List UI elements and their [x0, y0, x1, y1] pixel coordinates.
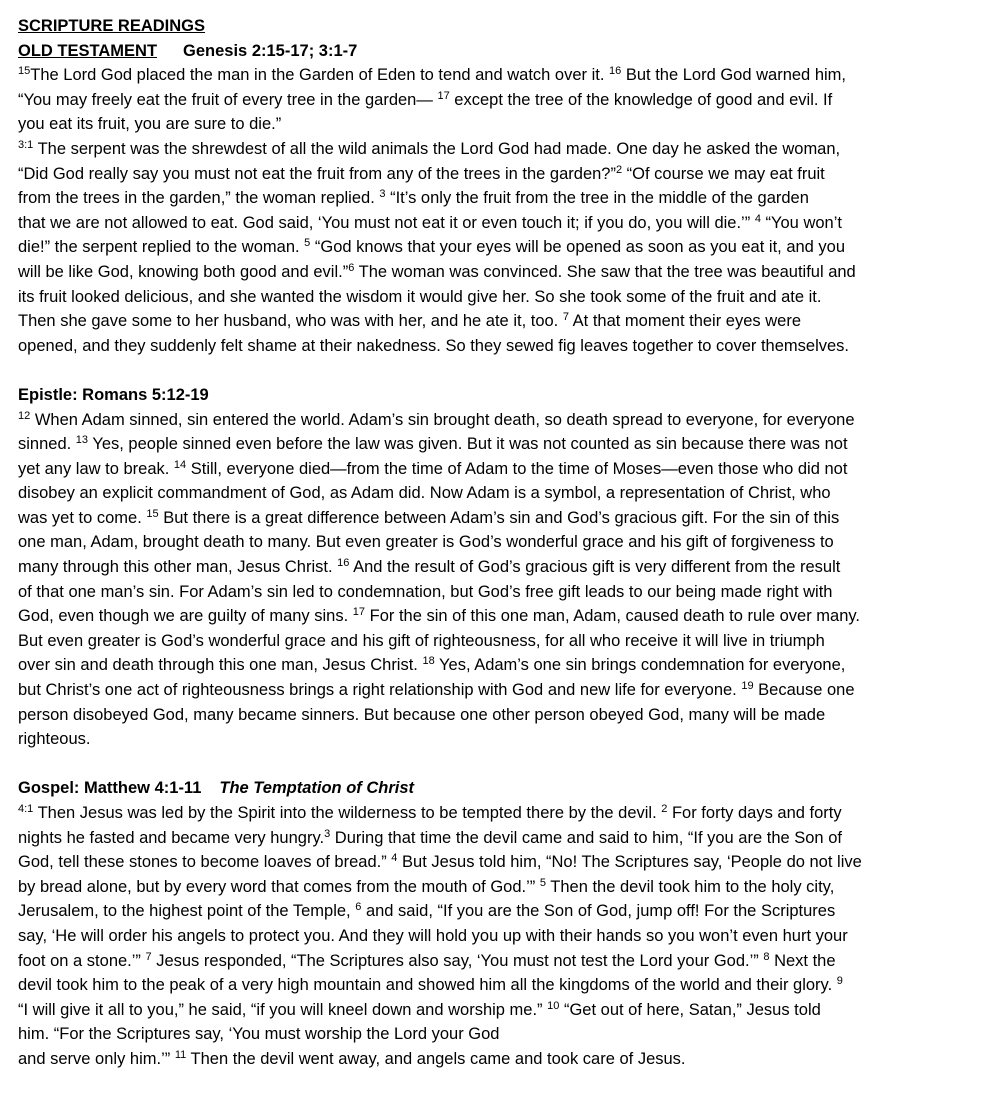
- verse-text: its fruit looked delicious, and she wanted the wisdom it would give her. So she took some of the fruit and ate it.: [18, 287, 822, 306]
- text-line: [18, 678, 966, 703]
- epistle-heading: Epistle: Romans 5:12-19: [18, 385, 209, 404]
- verse-number: 11: [174, 1048, 187, 1061]
- verse-number: 4: [754, 212, 761, 225]
- verse-number: 16: [337, 557, 350, 570]
- verse-text: “God knows that your eyes will be opened as soon as you eat it, and you: [310, 238, 846, 257]
- verse-text: foot on a stone.’”: [18, 951, 146, 970]
- verse-text: from the trees in the garden,” the woman replied.: [18, 189, 380, 208]
- verse-text: him. “For the Scriptures say, ‘You must worship the Lord your God: [18, 1025, 500, 1044]
- verse-text: The woman was convinced. She saw that the tree was beautiful and: [354, 262, 856, 281]
- verse-text: “Of course we may eat fruit: [622, 164, 825, 183]
- verse-text: “Get out of here, Satan,” Jesus told: [559, 1000, 821, 1019]
- text-line: [18, 457, 966, 482]
- verse-text: except the tree of the knowledge of good and evil. If: [449, 90, 833, 109]
- text-line: [18, 1047, 966, 1072]
- verse-number: 17: [437, 89, 450, 102]
- text-line: [18, 432, 966, 457]
- verse-text: Jesus responded, “The Scriptures also say, ‘You must not test the Lord your God.’”: [151, 951, 764, 970]
- verse-text: And the result of God’s gracious gift is very different from the result: [349, 558, 841, 577]
- text-line: [18, 1022, 966, 1047]
- verse-number: 19: [741, 680, 754, 693]
- verse-text: The serpent was the shrewdest of all the wild animals the Lord God had made. One day he asked the woman,: [33, 139, 841, 158]
- text-line: [18, 555, 966, 580]
- verse-text: opened, and they suddenly felt shame at their nakedness. So they sewed fig leaves together to cover themselves.: [18, 336, 850, 355]
- verse-text: Then the devil went away, and angels came and took care of Jesus.: [186, 1049, 686, 1068]
- verse-text: At that moment their eyes were: [568, 312, 801, 331]
- old-testament-heading: [18, 39, 966, 64]
- verse-text: but Christ’s one act of righteousness brings a right relationship with God and new life for everyone.: [18, 681, 742, 700]
- text-line: [18, 801, 966, 826]
- verse-number: 10: [547, 999, 560, 1012]
- verse-text: “Did God really say you must not eat the fruit from any of the trees in the garden?”: [18, 164, 616, 183]
- verse-number: 2: [615, 163, 623, 176]
- verse-number: 3: [324, 827, 331, 840]
- verse-text: For forty days and forty: [667, 804, 842, 822]
- verse-text: was yet to come.: [18, 508, 147, 527]
- text-line: [18, 580, 966, 605]
- text-line: [18, 211, 966, 236]
- verse-text: by bread alone, but by every word that comes from the mouth of God.’”: [18, 877, 540, 896]
- verse-text: say, ‘He will order his angels to protect you. And they will hold you up with their hands so you won’t even hurt your: [18, 926, 848, 945]
- verse-text: But the Lord God warned him,: [621, 66, 846, 85]
- text-line: [18, 924, 966, 949]
- verse-number: 17: [352, 606, 366, 619]
- verse-number: 6: [348, 261, 355, 274]
- verse-text: that we are not allowed to eat. God said, ‘You must not eat it or even touch it; if you do, you will die.’”: [18, 213, 755, 232]
- verse-text: “You won’t: [760, 213, 842, 232]
- verse-number: 4:1: [18, 803, 34, 815]
- verse-text: Then the devil took him to the holy city,: [545, 877, 835, 896]
- verse-number: 3: [379, 188, 386, 201]
- text-line: [18, 334, 966, 359]
- gospel-text: [18, 801, 966, 1072]
- verse-number: 15: [146, 507, 159, 520]
- verse-text: Yes, people sinned even before the law was given. But it was not counted as sin because there was not: [88, 435, 848, 454]
- verse-number: 9: [836, 975, 843, 988]
- verse-text: and said, “If you are the Son of God, jump off! For the Scriptures: [361, 902, 836, 921]
- text-line: [18, 88, 966, 113]
- text-line: [18, 162, 966, 187]
- verse-number: 5: [539, 876, 546, 889]
- verse-text: die!” the serpent replied to the woman.: [18, 238, 305, 257]
- verse-text: Because one: [753, 681, 855, 700]
- text-line: [18, 850, 966, 875]
- gospel-heading: Gospel: Matthew 4:1-11: [18, 779, 202, 798]
- verse-text: one man, Adam, brought death to many. But even greater is God’s wonderful grace and his gift of forgiveness to: [18, 533, 834, 552]
- text-line: [18, 137, 966, 162]
- verse-number: 12: [18, 409, 31, 422]
- verse-text: God, tell these stones to become loaves of bread.”: [18, 853, 392, 872]
- verse-text: When Adam sinned, sin entered the world. Adam’s sin brought death, so death spread to everyone, for everyone: [30, 410, 855, 429]
- document-title: SCRIPTURE READINGS: [18, 17, 206, 35]
- verse-text: But there is a great difference between Adam’s sin and God’s gracious gift. For the sin of this: [158, 508, 840, 527]
- text-line: [18, 899, 966, 924]
- verse-text: The Lord God placed the man in the Garden of Eden to tend and watch over it.: [30, 66, 610, 85]
- text-line: [18, 506, 966, 531]
- text-line: [18, 63, 966, 88]
- verse-number: 8: [763, 950, 770, 963]
- verse-text: But even greater is God’s wonderful grace and his gift of righteousness, for all who receive it will live in triumph: [18, 631, 825, 650]
- verse-text: “It’s only the fruit from the tree in the middle of the garden: [385, 189, 809, 208]
- verse-text: disobey an explicit commandment of God, as Adam did. Now Adam is a symbol, a representation of Christ, who: [18, 484, 831, 503]
- verse-number: 3:1: [18, 138, 34, 151]
- text-line: [18, 481, 966, 506]
- text-line: [18, 260, 966, 285]
- text-line: [18, 653, 966, 678]
- gospel-subtitle: The Temptation of Christ: [219, 779, 415, 798]
- verse-text: Then Jesus was led by the Spirit into the wilderness to be tempted there by the devil.: [33, 804, 662, 822]
- verse-text: many through this other man, Jesus Christ.: [18, 558, 338, 577]
- verse-text: God, even though we are guilty of many sins.: [18, 607, 353, 626]
- verse-number: 14: [173, 458, 187, 471]
- verse-text: of that one man’s sin. For Adam’s sin led to condemnation, but God’s free gift leads to our being made right with: [18, 582, 833, 601]
- verse-text: sinned.: [18, 435, 76, 454]
- text-line: [18, 408, 966, 433]
- verse-number: 5: [304, 237, 311, 250]
- verse-text: But Jesus told him, “No! The Scriptures say, ‘People do not live: [397, 853, 862, 872]
- verse-text: For the sin of this one man, Adam, caused death to rule over many.: [365, 607, 860, 626]
- verse-number: 15: [18, 65, 31, 78]
- verse-number: 16: [609, 65, 622, 78]
- text-line: [18, 826, 966, 851]
- verse-text: During that time the devil came and said to him, “If you are the Son of: [330, 828, 842, 847]
- verse-number: 18: [422, 655, 435, 668]
- verse-number: 7: [562, 311, 569, 324]
- text-line: [18, 285, 966, 310]
- verse-text: Yes, Adam’s one sin brings condemnation for everyone,: [434, 656, 846, 675]
- verse-text: person disobeyed God, many became sinners. But because one other person obeyed God, many will be made: [18, 705, 826, 724]
- text-line: [18, 629, 966, 654]
- verse-number: 6: [355, 901, 362, 914]
- verse-text: yet any law to break.: [18, 459, 174, 478]
- verse-text: over sin and death through this one man, Jesus Christ.: [18, 656, 423, 675]
- verse-number: 4: [391, 852, 398, 865]
- verse-number: 2: [661, 803, 668, 815]
- text-line: [18, 309, 966, 334]
- verse-text: and serve only him.’”: [18, 1049, 175, 1068]
- text-line: [18, 604, 966, 629]
- verse-text: devil took him to the peak of a very high mountain and showed him all the kingdoms of the world and their glory.: [18, 976, 837, 995]
- text-line: [18, 112, 966, 137]
- text-line: [18, 949, 966, 974]
- verse-text: Jerusalem, to the highest point of the Temple,: [18, 902, 356, 921]
- text-line: [18, 186, 966, 211]
- old-testament-text: [18, 63, 966, 358]
- epistle-text: [18, 408, 966, 752]
- old-testament-label: OLD TESTAMENT: [18, 41, 158, 60]
- old-testament-reference: Genesis 2:15-17; 3:1-7: [183, 41, 358, 60]
- text-line: [18, 235, 966, 260]
- text-line: [18, 530, 966, 555]
- text-line: [18, 998, 966, 1023]
- verse-text: Still, everyone died—from the time of Adam to the time of Moses—even those who did not: [186, 459, 848, 478]
- gospel-heading-line: [18, 776, 966, 801]
- verse-text: righteous.: [18, 730, 91, 749]
- verse-text: will be like God, knowing both good and evil.”: [18, 262, 349, 281]
- verse-number: 13: [75, 434, 89, 447]
- verse-text: nights he fasted and became very hungry.: [18, 828, 325, 847]
- text-line: [18, 875, 966, 900]
- verse-text: Then she gave some to her husband, who was with her, and he ate it, too.: [18, 312, 563, 331]
- text-line: [18, 703, 966, 728]
- text-line: [18, 973, 966, 998]
- verse-text: you eat its fruit, you are sure to die.”: [18, 115, 282, 134]
- text-line: [18, 727, 966, 752]
- verse-text: “I will give it all to you,” he said, “if you will kneel down and worship me.”: [18, 1000, 548, 1019]
- verse-text: Next the: [769, 951, 836, 970]
- verse-number: 7: [145, 950, 152, 963]
- verse-text: “You may freely eat the fruit of every tree in the garden—: [18, 90, 438, 109]
